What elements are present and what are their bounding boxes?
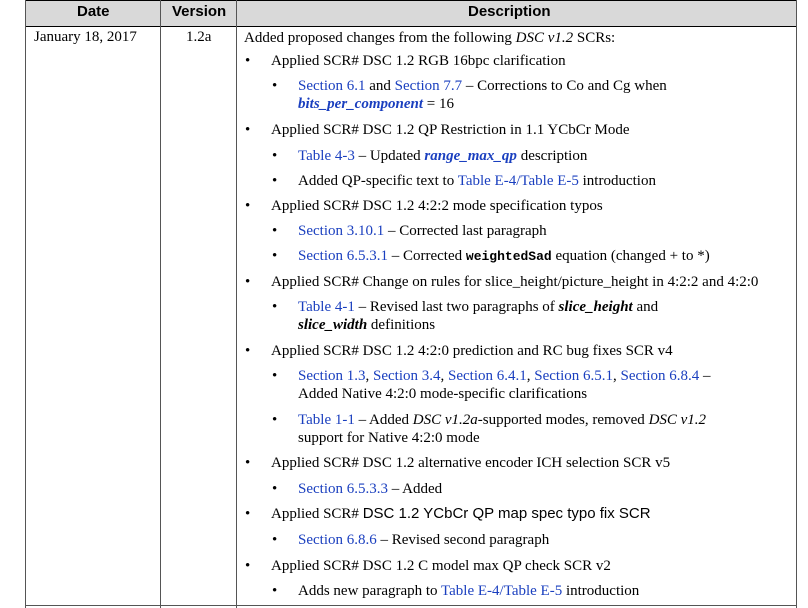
link-section-6-4-1[interactable]: Section 6.4.1	[448, 368, 527, 384]
link-table-4-1[interactable]: Table 4-1	[298, 299, 355, 315]
sub-item: Section 1.3, Section 3.4, Section 6.4.1, Section 6.5.1, Section 6.8.4 – Added Native 4:2:0 mode-specific clarifications	[298, 368, 711, 402]
link-section-3-4[interactable]: Section 3.4	[373, 368, 441, 384]
description-intro: Added proposed changes from the following DSC v1.2 SCRs:	[244, 30, 616, 46]
list-item: Applied SCR# DSC 1.2 4:2:2 mode specification typos	[271, 198, 603, 214]
link-section-6-8-6[interactable]: Section 6.8.6	[298, 532, 377, 548]
bullet: •	[272, 532, 278, 548]
list-item: Applied SCR# DSC 1.2 YCbCr QP map spec typo fix SCR	[271, 505, 651, 522]
version-header: Version	[172, 3, 227, 20]
border-left	[25, 0, 26, 608]
bullet: •	[245, 198, 251, 214]
sub-item: Section 6.5.3.3 – Added	[298, 481, 443, 497]
link-section-3-10-1[interactable]: Section 3.10.1	[298, 223, 385, 239]
bullet: •	[245, 558, 251, 574]
link-table-4-3[interactable]: Table 4-3	[298, 148, 355, 164]
link-table-e4-e5[interactable]: Table E-4/Table E-5	[457, 173, 579, 189]
bullet: •	[245, 274, 251, 290]
description-header: Description	[468, 3, 551, 20]
link-section-7-7[interactable]: Section 7.7	[394, 78, 463, 94]
bullet: •	[272, 583, 278, 599]
border-right	[796, 0, 797, 608]
list-item: Applied SCR# DSC 1.2 alternative encoder ICH selection SCR v5	[271, 455, 671, 471]
bullet: •	[272, 481, 278, 497]
list-item: Applied SCR# DSC 1.2 C model max QP check SCR v2	[271, 558, 611, 574]
sub-item: Section 6.1 and Section 7.7 – Corrections to Co and Cg when bits_per_component = 16	[298, 78, 667, 112]
link-table-1-1[interactable]: Table 1-1	[298, 412, 355, 428]
date-cell: January 18, 2017	[34, 29, 137, 45]
code-weightedsad: weightedSad	[465, 249, 552, 264]
link-section-6-5-3-1[interactable]: Section 6.5.3.1	[298, 248, 388, 264]
sub-item: Adds new paragraph to Table E-4/Table E-5 introduction	[298, 583, 640, 599]
link-section-6-8-4[interactable]: Section 6.8.4	[620, 368, 700, 384]
term-range-max-qp: range_max_qp	[424, 148, 517, 164]
bullet: •	[272, 368, 278, 384]
bullet: •	[245, 506, 251, 522]
link-table-e4-e5[interactable]: Table E-4/Table E-5	[441, 583, 563, 599]
date-header: Date	[77, 3, 110, 20]
border-date-version	[160, 0, 161, 608]
bullet: •	[272, 412, 278, 428]
list-item: Applied SCR# DSC 1.2 RGB 16bpc clarification	[271, 53, 566, 69]
bullet: •	[245, 122, 251, 138]
sub-item: Section 6.5.3.1 – Corrected weightedSad equation (changed + to *)	[298, 248, 710, 264]
sub-item: Added QP-specific text to Table E-4/Table E-5 introduction	[298, 173, 656, 189]
sub-item: Section 3.10.1 – Corrected last paragraph	[298, 223, 547, 239]
table-header	[25, 0, 797, 27]
sub-item: Table 4-3 – Updated range_max_qp description	[298, 148, 588, 164]
list-item: Applied SCR# DSC 1.2 4:2:0 prediction and RC bug fixes SCR v4	[271, 343, 673, 359]
term-slice-width: slice_width	[298, 317, 368, 333]
term-slice-height: slice_height	[558, 299, 633, 315]
bullet: •	[245, 455, 251, 471]
bullet: •	[272, 248, 278, 264]
bullet: •	[272, 299, 278, 315]
bullet: •	[272, 223, 278, 239]
bullet: •	[245, 343, 251, 359]
link-section-6-5-3-3[interactable]: Section 6.5.3.3	[298, 481, 388, 497]
link-section-1-3[interactable]: Section 1.3	[298, 368, 366, 384]
list-item: Applied SCR# Change on rules for slice_height/picture_height in 4:2:2 and 4:2:0	[271, 274, 759, 290]
bullet: •	[272, 78, 278, 94]
link-section-6-5-1[interactable]: Section 6.5.1	[534, 368, 613, 384]
link-section-6-1[interactable]: Section 6.1	[298, 78, 366, 94]
border-version-desc	[236, 0, 237, 608]
sub-item: Section 6.8.6 – Revised second paragraph	[298, 532, 550, 548]
sub-item: Table 4-1 – Revised last two paragraphs of slice_height and slice_width definitions	[298, 299, 659, 333]
bullet: •	[245, 53, 251, 69]
list-item: Applied SCR# DSC 1.2 QP Restriction in 1.1 YCbCr Mode	[271, 122, 630, 138]
term-bits-per-component: bits_per_component	[298, 96, 424, 112]
sub-item: Table 1-1 – Added DSC v1.2a-supported modes, removed DSC v1.2 support for Native 4:2:0 mode	[298, 412, 707, 446]
version-cell: 1.2a	[186, 29, 212, 45]
bottom-border	[25, 605, 797, 606]
bullet: •	[272, 148, 278, 164]
bullet: •	[272, 173, 278, 189]
